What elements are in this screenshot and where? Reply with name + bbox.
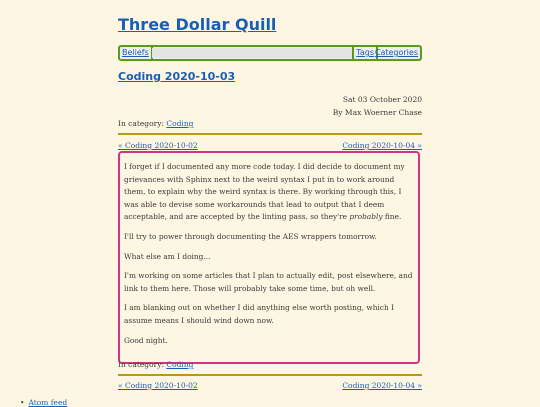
next-post-link-top[interactable]: Coding 2020-10-04 »	[342, 141, 422, 150]
nav-categories-link[interactable]: Categories	[374, 48, 418, 57]
category-label: In category:	[118, 119, 167, 128]
paragraph-3: What else am I doing...	[124, 251, 211, 261]
atom-feed-link[interactable]: Atom feed	[28, 398, 68, 407]
post-category-top	[118, 119, 193, 128]
paragraph-1-text-end: fine.	[382, 212, 402, 222]
paragraph-1	[122, 161, 418, 224]
nav-beliefs-link[interactable]: Beliefs	[120, 47, 153, 59]
post-title-link[interactable]: Coding 2020-10-03	[118, 70, 236, 83]
post-category-bottom	[118, 360, 193, 369]
category-label-bottom: In category:	[118, 360, 167, 369]
nav-spacer	[152, 48, 354, 58]
feed-list-item	[20, 398, 67, 407]
prev-post-link-bottom[interactable]: « Coding 2020-10-02	[118, 381, 198, 390]
post-author: By Max Woerner Chase	[332, 108, 422, 117]
site-title-link[interactable]: Three Dollar Quill	[118, 15, 277, 34]
divider-top	[118, 133, 422, 135]
prev-post-link-top[interactable]: « Coding 2020-10-02	[118, 141, 198, 150]
paragraph-4: I'm working on some articles that I plan to actually edit, post elsewhere, and link to them here. Those will probably take some time, but oh well.	[124, 271, 413, 293]
post-content	[118, 151, 420, 364]
paragraph-5: I am blanking out on whether I did anything else worth posting, which I assume means I should wind down now.	[124, 303, 394, 325]
bullet-icon: •	[20, 398, 25, 407]
next-post-link-bottom[interactable]: Coding 2020-10-04 »	[342, 381, 422, 390]
nav-tags-link[interactable]: Tags	[352, 47, 378, 59]
paragraph-1-text: I forget if I documented any more code today. I did decide to document my grievances with Sphinx next to the weird syntax I put in to work around them, to explain why the weird syntax is there. By working through this, I was able to devise some workarounds that lead to output that I deem acceptable, and are accepted by the linting pass, so they're	[124, 162, 405, 222]
nav-bar	[118, 45, 422, 61]
paragraph-1-emphasis: probably	[349, 212, 383, 222]
post-date: Sat 03 October 2020	[342, 95, 422, 104]
category-link-top[interactable]: Coding	[166, 119, 194, 128]
divider-bottom	[118, 374, 422, 376]
paragraph-2: I'll try to power through documenting the AES wrappers tomorrow.	[124, 231, 377, 241]
category-link-bottom[interactable]: Coding	[166, 360, 194, 369]
paragraph-6: Good night.	[124, 335, 168, 345]
